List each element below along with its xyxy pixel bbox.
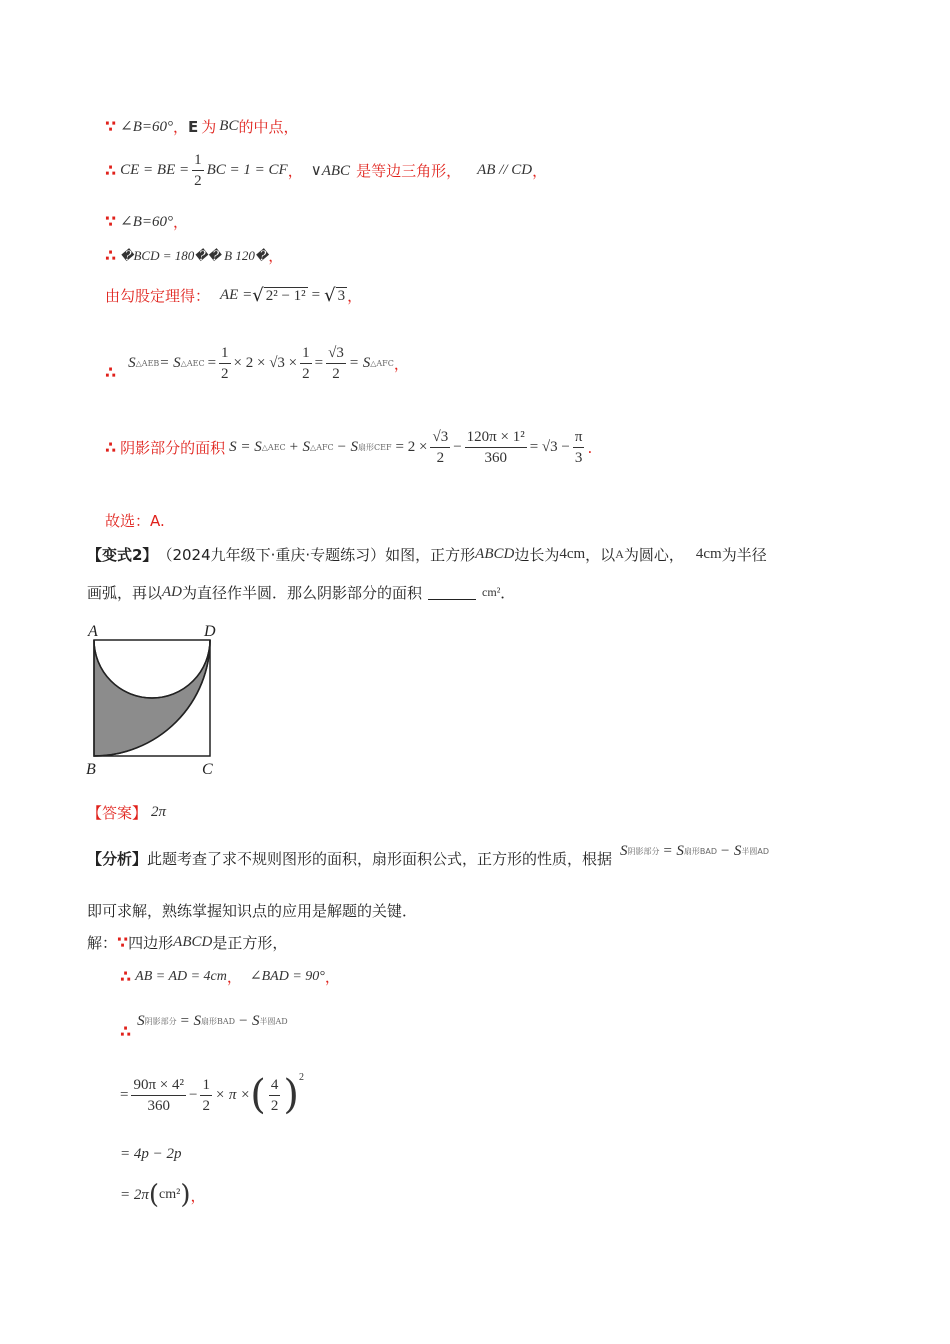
question2-line2: 画弧，再以 AD 为直径作半圆．那么阴影部分的面积 cm² ． bbox=[87, 584, 516, 602]
answer-value: 2π bbox=[151, 804, 167, 820]
sol2-line6: = 2π ( cm² ) ， bbox=[120, 1180, 206, 1210]
label-b: B bbox=[86, 761, 96, 778]
sol1-line2: ∴ CE = BE = $\frac{1}{2}$ BC = 1 = CF ， ∨ABC 是等边三角形， AB // CD ， bbox=[105, 152, 548, 189]
question-tag: 【变式2】 bbox=[87, 546, 158, 564]
label-d: D bbox=[204, 623, 216, 640]
therefore-symbol: ∴ bbox=[105, 161, 117, 180]
square-figure bbox=[84, 620, 224, 780]
sol1-line5: 由勾股定理得： AE = √ 2² − 1² = √ 3 ， bbox=[105, 285, 363, 306]
sol2-line5: = 4p − 2p bbox=[120, 1146, 182, 1162]
question2-line1: 【变式2】 （2024九年级下·重庆·专题练习）如图，正方形 ABCD 边长为 4cm ，以 A 为圆心， 4cm 为半径 bbox=[87, 546, 767, 564]
sol2-line4: = $\frac{\text{90π × 4²}}{360}$ − $\frac{1}{2}$ × π × ( $\frac{4}{2}$ ) 2 bbox=[120, 1072, 304, 1118]
sol1-line4: ∴ �BCD = 180�� B 120� ， bbox=[105, 246, 284, 265]
label-a: A bbox=[88, 623, 98, 640]
fraction-half: $\frac{1}{2}$ bbox=[194, 152, 202, 189]
angle-b-expr: ∠B=60° bbox=[120, 119, 173, 135]
sol1-line6: ∴ S △AEB = S △AEC = $\frac{1}{2}$ × 2 × √3 × $\frac{1}{2}$ = $\frac{√3}{2}$ = S △AFC ， bbox=[105, 345, 409, 382]
because-symbol: ∵ bbox=[105, 117, 117, 136]
sol1-line1: ∵ ∠B=60° ， E 为 BC 的中点， bbox=[105, 117, 299, 136]
answer-label: 【答案】 bbox=[87, 804, 148, 822]
sol1-line3: ∵ ∠B=60° ， bbox=[105, 212, 189, 231]
analysis-line2: 即可求解，熟练掌握知识点的应用是解题的关键． bbox=[87, 902, 418, 920]
sol2-line2: ∴ AB = AD = 4cm ， ∠BAD = 90° ， bbox=[120, 967, 340, 986]
sol2-line3: ∴ S 阴影部分 = S 扇形BAD − S 半圆AD bbox=[120, 1013, 288, 1041]
choice-answer: 故选：A. bbox=[105, 512, 165, 530]
sol1-line7: ∴ 阴影部分的面积 S = S △AEC + S △AFC − S 扇形CEF = 2 × $\frac{√3}{2}$ − $\frac{\text{120π × 1²}}{360}$ = √3 − $\frac{\pi}{3}$ . bbox=[105, 429, 593, 466]
analysis-line1: 【分析】 此题考查了求不规则图形的面积，扇形面积公式，正方形的性质，根据 S 阴影部分 = S 扇形BAD − S 半圆AD bbox=[87, 843, 770, 868]
label-c: C bbox=[202, 761, 213, 778]
answer-line bbox=[87, 802, 166, 823]
sol2-line1: 解： ∵ 四边形 ABCD 是正方形， bbox=[87, 933, 288, 952]
answer-blank bbox=[428, 585, 476, 600]
